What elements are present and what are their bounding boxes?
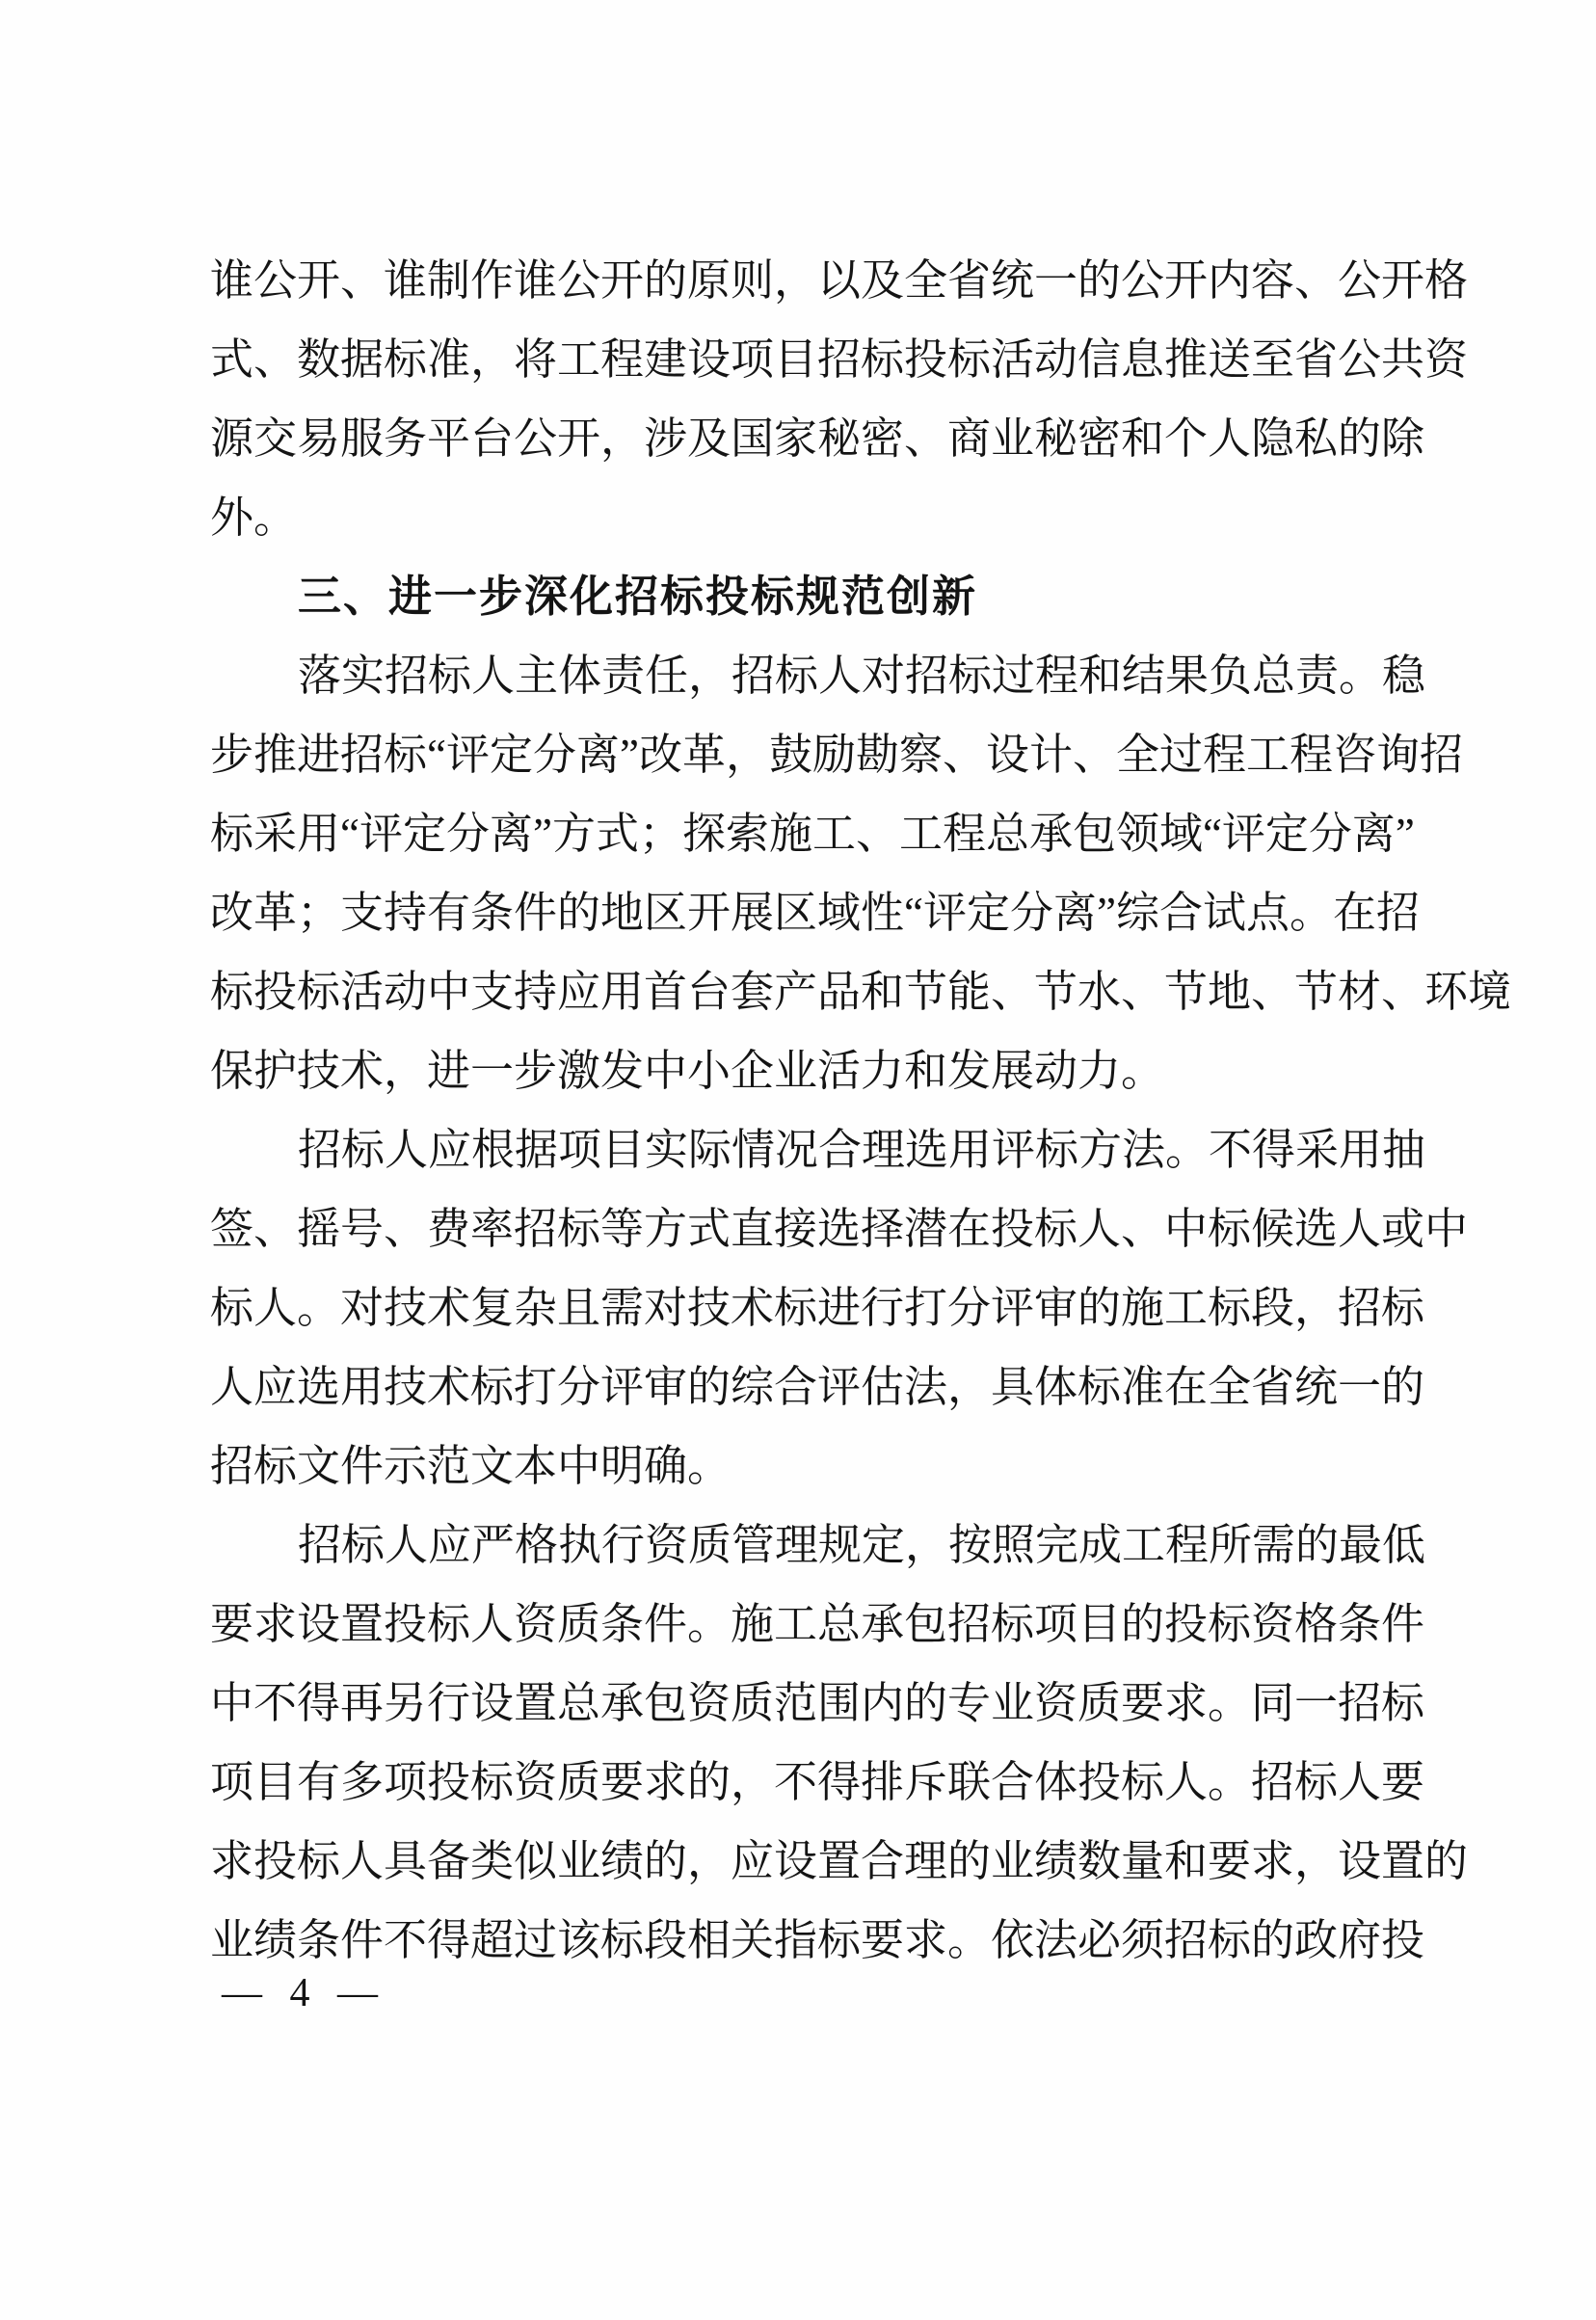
text-line: 标人。对技术复杂且需对技术标进行打分评审的施工标段，招标 — [210, 1284, 1425, 1332]
text-line: 外。 — [210, 493, 298, 542]
text-line: 项目有多项投标资质要求的，不得排斥联合体投标人。招标人要 — [210, 1758, 1425, 1806]
text-line: 招标文件示范文本中明确。 — [210, 1442, 732, 1490]
text-line: 招标人应根据项目实际情况合理选用评标方法。不得采用抽 — [298, 1126, 1426, 1174]
text-line: 标采用“评定分离”方式；探索施工、工程总承包领域“评定分离” — [210, 810, 1415, 858]
section-heading: 三、进一步深化招标投标规范创新 — [298, 572, 978, 621]
text-line: 谁公开、谁制作谁公开的原则，以及全省统一的公开内容、公开格 — [210, 256, 1469, 305]
text-line: 招标人应严格执行资质管理规定，按照完成工程所需的最低 — [298, 1521, 1426, 1569]
text-line: 改革；支持有条件的地区开展区域性“评定分离”综合试点。在招 — [210, 889, 1420, 937]
text-line: 中不得再另行设置总承包资质范围内的专业资质要求。同一招标 — [210, 1679, 1425, 1727]
page-footer — [222, 1964, 380, 2022]
text-line: 式、数据标准，将工程建设项目招标投标活动信息推送至省公共资 — [210, 335, 1469, 384]
text-line: 标投标活动中支持应用首台套产品和节能、节水、节地、节材、环境 — [210, 968, 1512, 1016]
text-line: 落实招标人主体责任，招标人对招标过程和结果负总责。稳 — [298, 652, 1426, 700]
text-line: 源交易服务平台公开，涉及国家秘密、商业秘密和个人隐私的除 — [210, 414, 1425, 463]
document-body — [210, 241, 1512, 1980]
text-line: 签、摇号、费率招标等方式直接选择潜在投标人、中标候选人或中 — [210, 1205, 1469, 1253]
text-line: 业绩条件不得超过该标段相关指标要求。依法必须招标的政府投 — [210, 1916, 1425, 1964]
page-number: — 4 — — [222, 1971, 380, 2015]
text-line: 保护技术，进一步激发中小企业活力和发展动力。 — [210, 1047, 1165, 1095]
text-line: 步推进招标“评定分离”改革，鼓励勘察、设计、全过程工程咨询招 — [210, 731, 1463, 779]
text-line: 人应选用技术标打分评审的综合评估法，具体标准在全省统一的 — [210, 1363, 1425, 1411]
text-line: 要求设置投标人资质条件。施工总承包招标项目的投标资格条件 — [210, 1600, 1425, 1648]
text-line: 求投标人具备类似业绩的，应设置合理的业绩数量和要求，设置的 — [210, 1837, 1469, 1885]
